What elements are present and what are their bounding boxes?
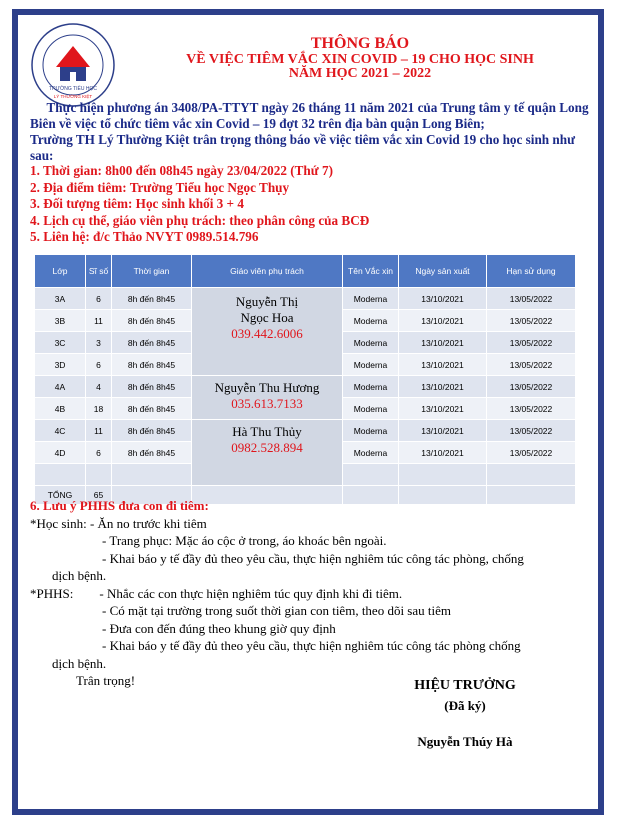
vaccination-schedule-table	[34, 254, 576, 505]
teacher-phone: 035.613.7133	[231, 396, 303, 411]
note-student-2: - Trang phục: Mặc áo cộc ở trong, áo khoác bên ngoài.	[102, 533, 387, 548]
teacher-phone: 0982.528.894	[231, 440, 303, 455]
cell-mfg-date: 13/10/2021	[399, 332, 487, 354]
notes-heading: 6. Lưu ý PHHS đưa con đi tiêm:	[30, 498, 209, 513]
cell-count: 6	[86, 442, 112, 464]
cell-expiry: 13/05/2022	[487, 354, 576, 376]
note-parent-4: - Khai báo y tế đầy đủ theo yêu cầu, thực hiện nghiêm túc công tác phòng chống	[102, 638, 521, 653]
cell-mfg-date: 13/10/2021	[399, 310, 487, 332]
total-value: 65	[86, 486, 112, 505]
cell-expiry: 13/05/2022	[487, 442, 576, 464]
cell-count: 11	[86, 310, 112, 332]
cell-count: 3	[86, 332, 112, 354]
teacher-cell	[192, 376, 343, 420]
cell-mfg-date: 13/10/2021	[399, 442, 487, 464]
cell-time: 8h đến 8h45	[112, 442, 192, 464]
closing-text: Trân trọng!	[76, 673, 136, 688]
cell-count: 6	[86, 354, 112, 376]
table-header-row	[35, 255, 576, 288]
cell-empty	[86, 464, 112, 486]
cell-time: 8h đến 8h45	[112, 420, 192, 442]
col-header-vaccine: Tên Vắc xin	[343, 255, 399, 288]
col-header-count: Sĩ số	[86, 255, 112, 288]
cell-vaccine: Moderna	[343, 354, 399, 376]
table-row	[35, 420, 576, 442]
intro-paragraph-2: Trường TH Lý Thường Kiệt trân trọng thông báo về việc tiêm vắc xin Covid 19 cho học sinh như sau:	[30, 132, 576, 163]
signer-name: Nguyễn Thúy Hà	[417, 734, 513, 749]
note-parent-1	[30, 585, 596, 603]
cell-count: 4	[86, 376, 112, 398]
info-item-target: 3. Đối tượng tiêm: Học sinh khối 3 + 4	[30, 196, 244, 211]
svg-text:TRƯỜNG TIỂU HỌC: TRƯỜNG TIỂU HỌC	[49, 86, 97, 92]
cell-vaccine: Moderna	[343, 288, 399, 310]
svg-text:LÝ THƯỜNG KIỆT: LÝ THƯỜNG KIỆT	[53, 94, 93, 99]
cell-vaccine: Moderna	[343, 420, 399, 442]
notice-subtitle: VỀ VIỆC TIÊM VẮC XIN COVID – 19 CHO HỌC SINH	[186, 52, 534, 67]
cell-class: 3B	[35, 310, 86, 332]
intro-paragraph-1: Thực hiện phương án 3408/PA-TTYT ngày 26 tháng 11 năm 2021 của Trung tâm y tế quận Long Biên về việc tổ chức tiêm vắc xin Covid – 19 đợt 32 trên địa bàn quận Long Biên;	[30, 100, 589, 131]
cell-vaccine: Moderna	[343, 310, 399, 332]
teacher-phone: 039.442.6006	[231, 326, 303, 341]
total-label: TỔNG	[35, 486, 86, 505]
cell-empty	[399, 464, 487, 486]
info-list	[30, 163, 596, 246]
cell-expiry: 13/05/2022	[487, 288, 576, 310]
table-row	[35, 376, 576, 398]
cell-time: 8h đến 8h45	[112, 376, 192, 398]
info-item-contact: 5. Liên hệ: đ/c Thảo NVYT 0989.514.796	[30, 229, 259, 244]
col-header-time: Thời gian	[112, 255, 192, 288]
note-student-label: *Học sinh:	[30, 515, 87, 531]
cell-expiry: 13/05/2022	[487, 376, 576, 398]
col-header-teacher: Giáo viên phụ trách	[192, 255, 343, 288]
cell-time: 8h đến 8h45	[112, 310, 192, 332]
note-parent-remind: - Nhắc các con thực hiện nghiêm túc quy định khi đi tiêm.	[99, 585, 403, 601]
cell-empty	[487, 464, 576, 486]
teacher-name: Nguyễn Thu Hương	[214, 380, 320, 395]
cell-mfg-date: 13/10/2021	[399, 354, 487, 376]
note-parent-4b: dịch bệnh.	[52, 655, 107, 671]
cell-vaccine: Moderna	[343, 398, 399, 420]
signature-block	[380, 678, 550, 750]
cell-expiry: 13/05/2022	[487, 332, 576, 354]
cell-mfg-date: 13/10/2021	[399, 376, 487, 398]
cell-time: 8h đến 8h45	[112, 288, 192, 310]
info-item-location: 2. Địa điểm tiêm: Trường Tiểu học Ngọc Thụy	[30, 179, 290, 195]
cell-vaccine: Moderna	[343, 376, 399, 398]
teacher-name: Hà Thu Thủy	[232, 424, 302, 439]
signed-note: (Đã ký)	[444, 698, 486, 713]
teacher-name-line2: Ngọc Hoa	[240, 310, 294, 325]
cell-empty	[35, 464, 86, 486]
cell-time: 8h đến 8h45	[112, 354, 192, 376]
col-header-class: Lớp	[35, 255, 86, 288]
cell-empty	[343, 464, 399, 486]
info-item-schedule: 4. Lịch cụ thể, giáo viên phụ trách: theo phân công của BCĐ	[30, 212, 370, 228]
cell-count: 18	[86, 398, 112, 420]
signer-role: HIỆU TRƯỞNG	[414, 678, 516, 693]
cell-expiry: 13/05/2022	[487, 310, 576, 332]
teacher-cell	[192, 288, 343, 376]
cell-expiry: 13/05/2022	[487, 398, 576, 420]
cell-count: 6	[86, 288, 112, 310]
cell-empty	[112, 464, 192, 486]
cell-class: 4D	[35, 442, 86, 464]
school-year: NĂM HỌC 2021 – 2022	[288, 66, 432, 81]
cell-time: 8h đến 8h45	[112, 332, 192, 354]
teacher-cell	[192, 420, 343, 486]
cell-vaccine: Moderna	[343, 442, 399, 464]
note-parent-2: - Có mặt tại trường trong suốt thời gian con tiêm, theo dõi sau tiêm	[102, 603, 451, 618]
note-student-1	[30, 515, 596, 533]
notes-section	[30, 497, 596, 690]
cell-mfg-date: 13/10/2021	[399, 420, 487, 442]
note-parent-label: *PHHS:	[30, 585, 74, 601]
note-student-eat: - Ăn no trước khi tiêm	[89, 515, 207, 531]
cell-mfg-date: 13/10/2021	[399, 288, 487, 310]
cell-count: 11	[86, 420, 112, 442]
intro-text	[30, 100, 596, 164]
note-parent-3: - Đưa con đến đúng theo khung giờ quy định	[102, 620, 336, 636]
col-header-mfg-date: Ngày sản xuất	[399, 255, 487, 288]
cell-class: 3A	[35, 288, 86, 310]
table-row	[35, 288, 576, 310]
cell-time: 8h đến 8h45	[112, 398, 192, 420]
col-header-expiry: Hạn sử dụng	[487, 255, 576, 288]
cell-class: 3C	[35, 332, 86, 354]
note-student-3b: dịch bệnh.	[52, 568, 107, 583]
cell-mfg-date: 13/10/2021	[399, 398, 487, 420]
notice-title: THÔNG BÁO	[310, 35, 410, 52]
teacher-name: Nguyễn Thị	[235, 294, 299, 309]
school-logo	[30, 22, 116, 108]
cell-class: 4A	[35, 376, 86, 398]
info-item-time: 1. Thời gian: 8h00 đến 08h45 ngày 23/04/2022 (Thứ 7)	[30, 163, 333, 178]
note-student-3: - Khai báo y tế đầy đủ theo yêu cầu, thực hiện nghiêm túc công tác phòng, chống	[102, 550, 524, 566]
cell-class: 4B	[35, 398, 86, 420]
cell-class: 4C	[35, 420, 86, 442]
cell-expiry: 13/05/2022	[487, 420, 576, 442]
cell-vaccine: Moderna	[343, 332, 399, 354]
cell-class: 3D	[35, 354, 86, 376]
